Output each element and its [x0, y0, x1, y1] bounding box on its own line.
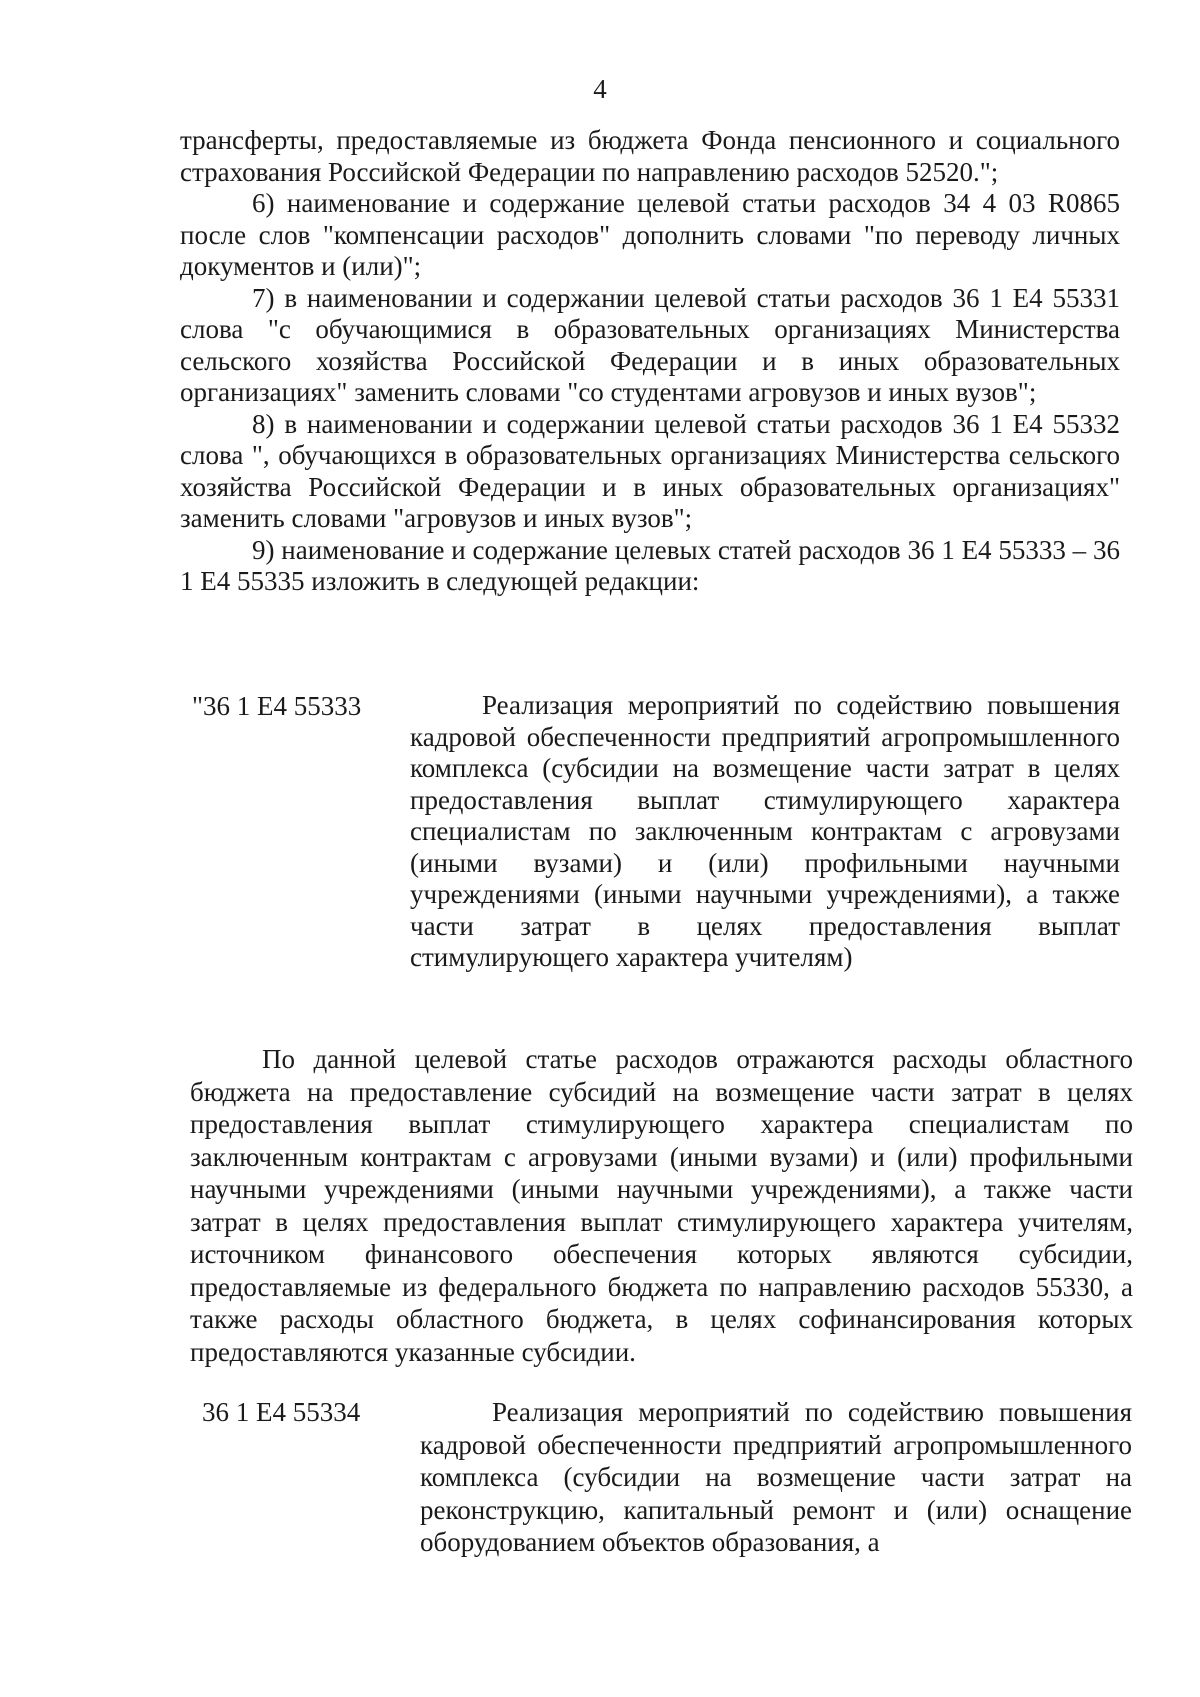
entry-description-55334: Реализация мероприятий по содействию повышения кадровой обеспеченности предприятий агропромышленного комплекса (субсидии на возмещение части затрат на реконструкцию, капитальный ремонт и (или) оснащение оборудованием объектов образования, а: [420, 1397, 1132, 1557]
amendment-continuation: трансферты, предоставляемые из бюджета Фонда пенсионного и социального страхования Российской Федерации по направлению расходов 52520.";: [180, 125, 1120, 187]
page-number: 4: [593, 74, 607, 104]
entry-code-55333: "36 1 Е4 55333: [192, 691, 362, 721]
amendment-item-6: 6) наименование и содержание целевой статьи расходов 34 4 03 R0865 после слов "компенсации расходов" дополнить словами "по переводу личных документов и (или)";: [180, 188, 1120, 281]
entry-description-55333: Реализация мероприятий по содействию повышения кадровой обеспеченности предприятий агропромышленного комплекса (субсидии на возмещение части затрат в целях предоставления выплат стимулирующего характера специалистам по заключенным контрактам с агровузами (иными вузами) и (или) профильными научными учреждениями (иными научными учреждениями), а также части затрат в целях предоставления выплат стимулирующего характера учителям): [410, 690, 1120, 972]
entry-code-55334: 36 1 Е4 55334: [202, 1397, 361, 1427]
amendment-item-8: 8) в наименовании и содержании целевой статьи расходов 36 1 Е4 55332 слова ", обучающихся в образовательных организациях Министерства сельского хозяйства Российской Федерации и в иных образовательных организациях" заменить словами "агровузов и иных вузов";: [180, 408, 1120, 533]
entry-explanation-55333: По данной целевой статье расходов отражаются расходы областного бюджета на предоставление субсидий на возмещение части затрат в целях предоставления выплат стимулирующего характера специалистам по заключенным контрактам с агровузами (иными вузами) и (или) профильными научными учреждениями (иными научными учреждениями), а также части затрат в целях предоставления выплат стимулирующего характера учителям, источником финансового обеспечения которых являются субсидии, предоставляемые из федерального бюджета по направлению расходов 55330, а также расходы областного бюджета, в целях софинансирования которых предоставляются указанные субсидии.: [190, 1044, 1133, 1367]
amendment-item-9: 9) наименование и содержание целевых статей расходов 36 1 Е4 55333 – 36 1 Е4 55335 изложить в следующей редакции:: [180, 534, 1120, 596]
amendment-item-7: 7) в наименовании и содержании целевой статьи расходов 36 1 Е4 55331 слова "с обучающимися в образовательных организациях Министерства сельского хозяйства Российской Федерации и в иных образовательных организациях" заменить словами "со студентами агровузов и иных вузов";: [180, 282, 1120, 407]
amendments-list: [180, 125, 1120, 598]
